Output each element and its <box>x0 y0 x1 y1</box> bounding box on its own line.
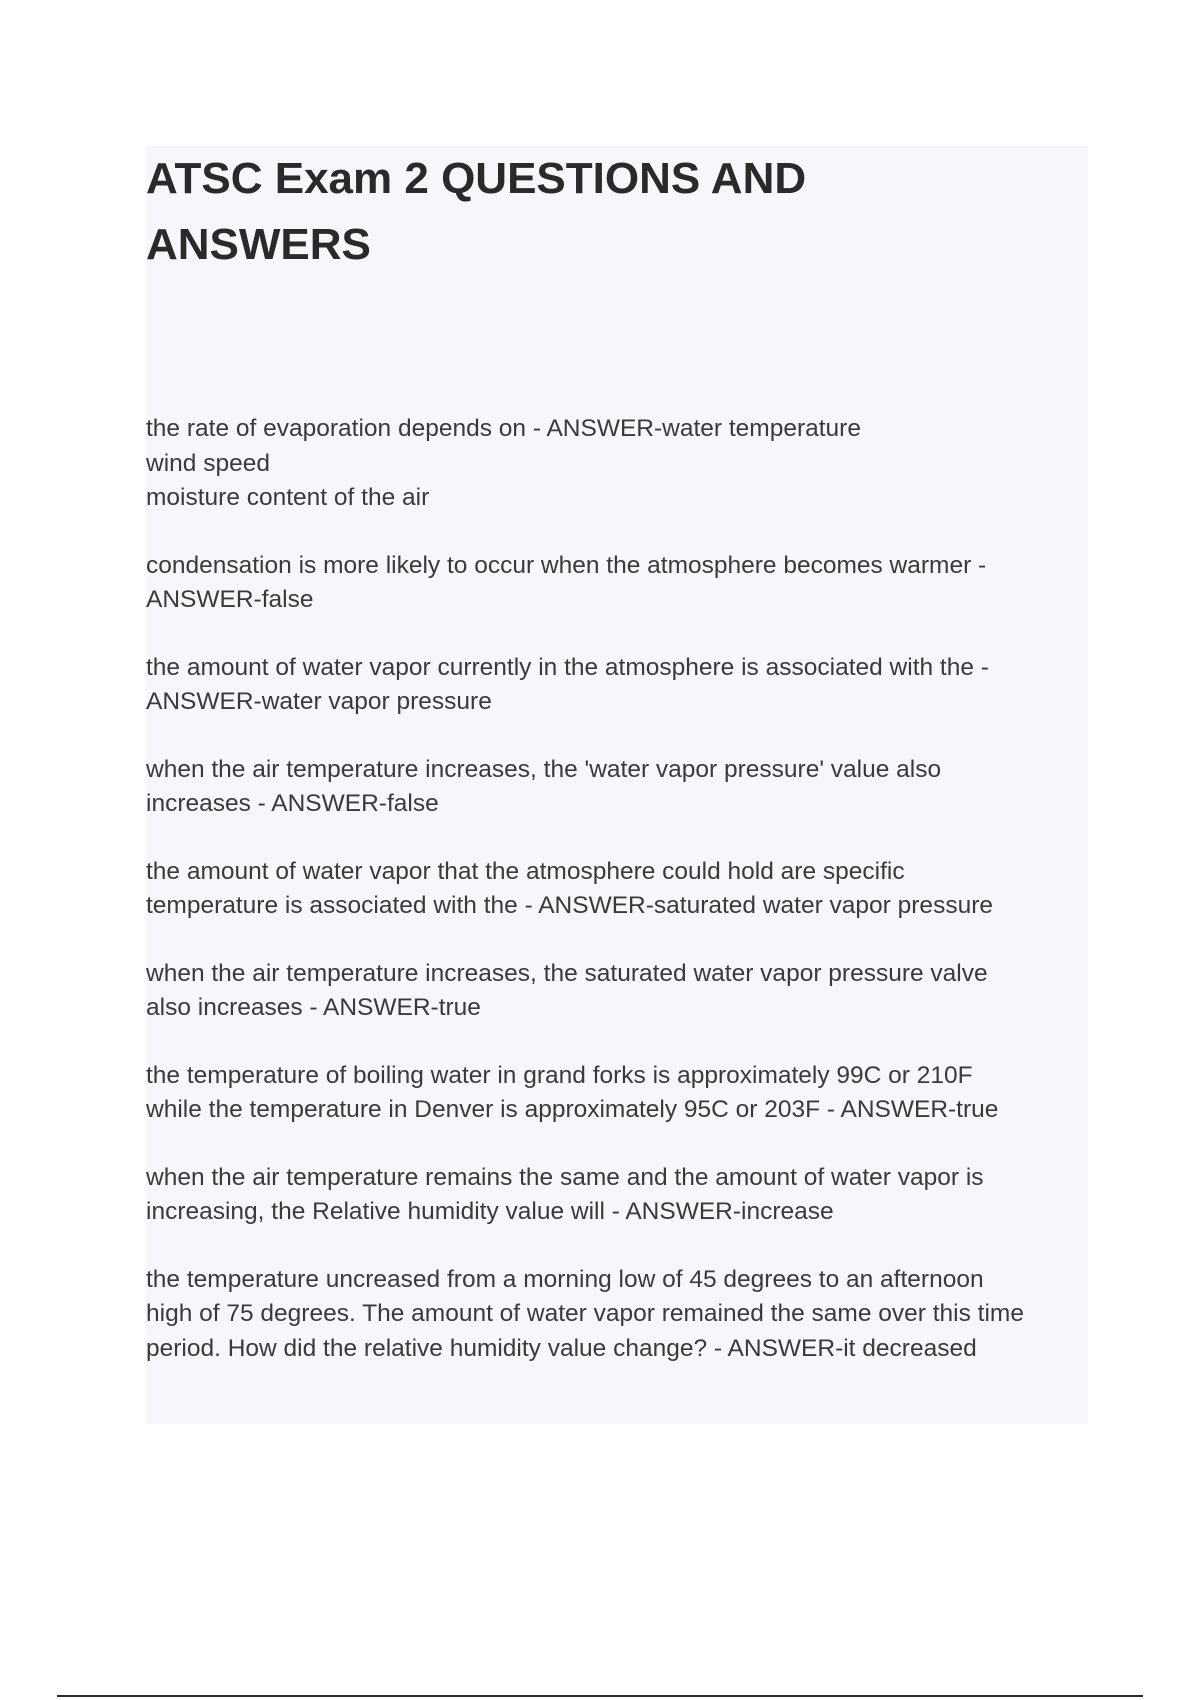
qa-line: the temperature of boiling water in grand forks is approximately 99C or 210F <box>146 1061 973 1089</box>
qa-line: temperature is associated with the - ANSWER-saturated water vapor pressure <box>146 892 993 919</box>
qa-line: increasing, the Relative humidity value will - ANSWER-increase <box>146 1198 834 1225</box>
qa-line: while the temperature in Denver is approximately 95C or 203F - ANSWER-true <box>146 1096 999 1123</box>
qa-item-3 <box>146 651 1088 720</box>
qa-line: the amount of water vapor that the atmosphere could hold are specific <box>146 857 905 885</box>
qa-line: wind speed <box>146 449 270 477</box>
qa-item-7 <box>146 1059 1088 1128</box>
qa-item-9 <box>146 1263 1088 1367</box>
qa-line: condensation is more likely to occur when the atmosphere becomes warmer - <box>146 551 987 579</box>
qa-line: increases - ANSWER-false <box>146 790 439 817</box>
qa-line: period. How did the relative humidity value change? - ANSWER-it decreased <box>146 1334 977 1362</box>
qa-line: the amount of water vapor currently in the atmosphere is associated with the - <box>146 653 989 681</box>
qa-line: the temperature uncreased from a morning low of 45 degrees to an afternoon <box>146 1265 984 1293</box>
footer-divider <box>57 1695 1143 1697</box>
qa-item-4 <box>146 753 1088 822</box>
qa-item-2 <box>146 549 1088 618</box>
qa-line: the rate of evaporation depends on - ANSWER-water temperature <box>146 415 861 442</box>
qa-item-8 <box>146 1161 1088 1230</box>
qa-item-1 <box>146 412 1088 516</box>
qa-line: moisture content of the air <box>146 484 430 511</box>
content-panel <box>146 146 1088 1424</box>
qa-item-6 <box>146 957 1088 1026</box>
qa-line: when the air temperature remains the same and the amount of water vapor is <box>146 1163 984 1191</box>
qa-line: ANSWER-false <box>146 586 314 613</box>
qa-item-5 <box>146 855 1088 924</box>
qa-list <box>146 412 1088 1399</box>
qa-line: ANSWER-water vapor pressure <box>146 688 492 715</box>
page-title: ATSC Exam 2 QUESTIONS AND ANSWERS <box>146 154 807 269</box>
qa-line: high of 75 degrees. The amount of water vapor remained the same over this time <box>146 1300 1024 1327</box>
qa-line: also increases - ANSWER-true <box>146 994 481 1021</box>
qa-line: when the air temperature increases, the 'water vapor pressure' value also <box>146 755 942 783</box>
qa-line: when the air temperature increases, the saturated water vapor pressure valve <box>146 959 988 987</box>
